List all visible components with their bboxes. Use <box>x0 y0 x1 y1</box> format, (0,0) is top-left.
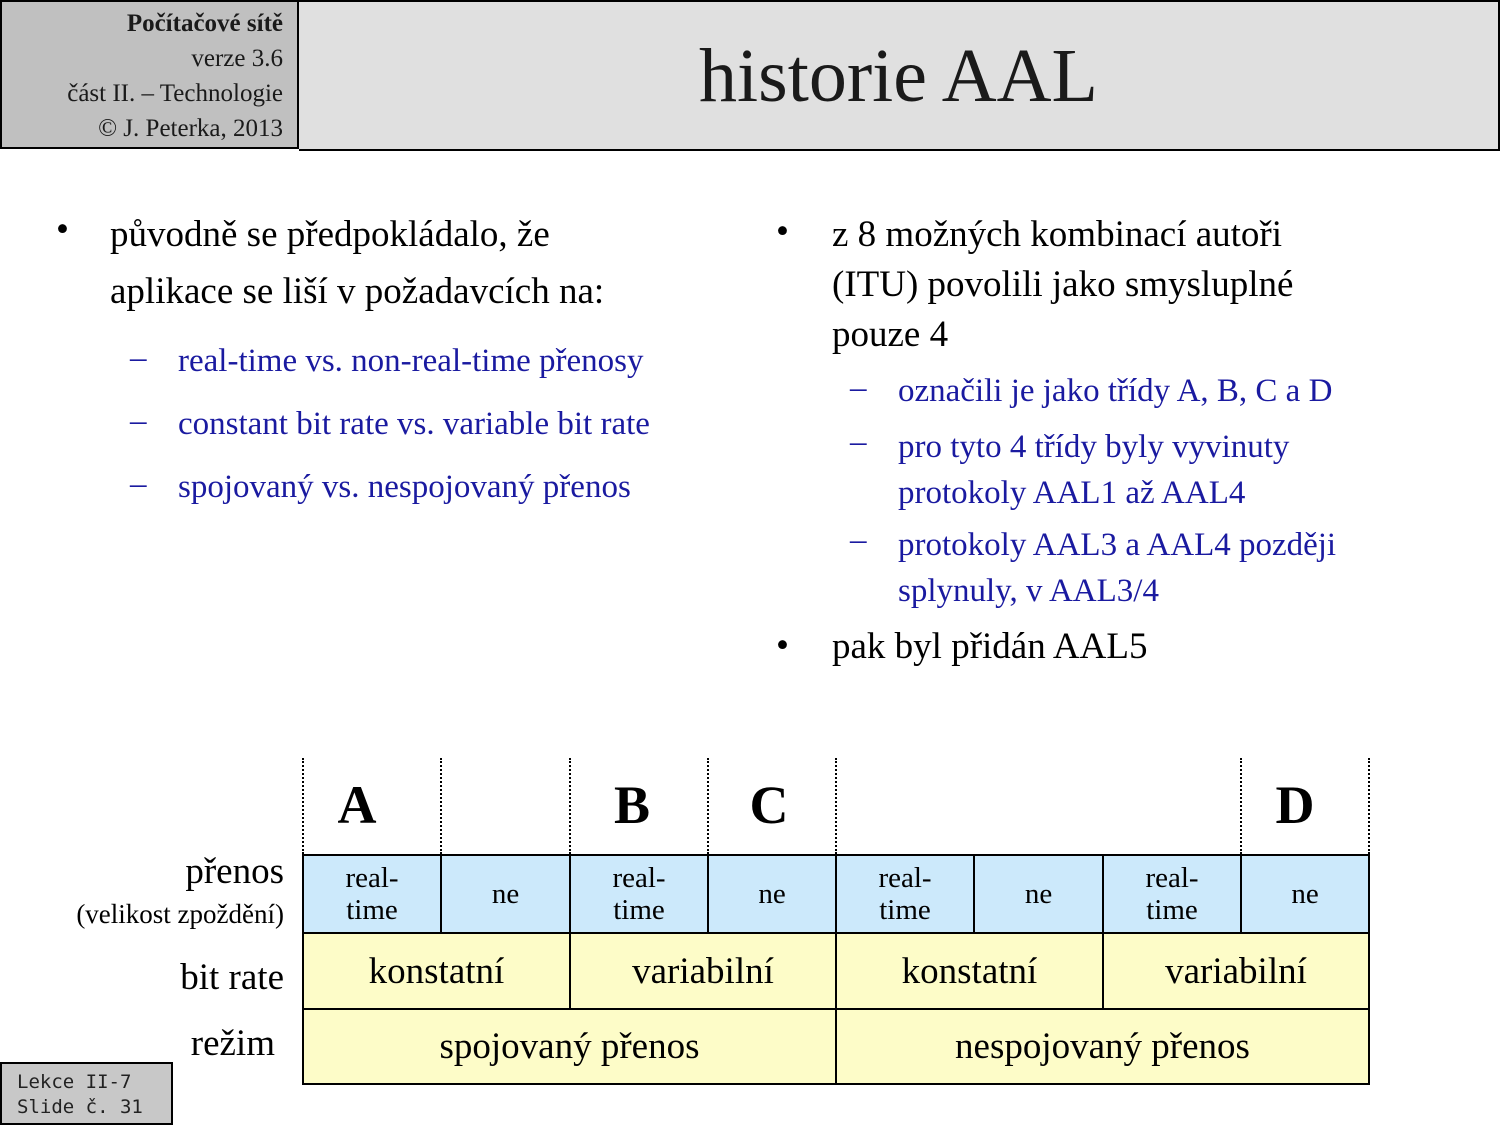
class-label-b: B <box>613 775 651 835</box>
bitrate-cell: konstatní <box>835 932 1104 1010</box>
bullet-marker: • <box>776 211 789 252</box>
slide-footer <box>0 1062 173 1125</box>
dash-marker: – <box>850 370 867 406</box>
row-label-transfer: přenos <box>185 851 284 892</box>
row-label-mode: režim <box>190 1023 275 1064</box>
class-label-c: C <box>749 775 789 835</box>
right-subitem-line: splynuly, v AAL3/4 <box>898 573 1159 609</box>
left-bullet-line: původně se předpokládalo, že <box>110 214 550 255</box>
right-subitem-line: protokoly AAL1 až AAL4 <box>898 475 1246 511</box>
left-subitem: real-time vs. non-real-time přenosy <box>178 343 644 379</box>
right-subitem-line: protokoly AAL3 a AAL4 později <box>898 527 1337 563</box>
mode-cell: spojovaný přenos <box>302 1008 837 1085</box>
bitrate-cell: variabilní <box>569 932 837 1010</box>
column-divider <box>440 758 442 854</box>
transfer-cell: real- time <box>569 854 709 934</box>
right-subitem <box>898 370 1332 412</box>
right-bullet-line: (ITU) povolili jako smysluplné <box>832 264 1294 305</box>
dash-marker: – <box>850 522 867 558</box>
right-bullet-line: pouze 4 <box>832 314 949 355</box>
right-bullet <box>832 210 1293 360</box>
slide-title: historie AAL <box>699 34 1098 118</box>
dash-marker: – <box>130 466 147 502</box>
mode-cell: nespojovaný přenos <box>835 1008 1370 1085</box>
left-bullet-line: aplikace se liší v požadavcích na: <box>110 271 605 312</box>
copyright-label: © J. Peterka, 2013 <box>98 115 283 142</box>
transfer-cell: ne <box>707 854 837 934</box>
course-info-box <box>0 0 299 149</box>
course-name: Počítačové sítě <box>126 10 283 37</box>
right-subitem-line: pro tyto 4 třídy byly vyvinuty <box>898 429 1290 465</box>
lesson-label: Lekce II-7 <box>17 1071 132 1093</box>
left-subitem: spojovaný vs. nespojovaný přenos <box>178 469 631 505</box>
right-subitem <box>898 522 1336 614</box>
transfer-cell: real- time <box>302 854 442 934</box>
slide-number-label: Slide č. 31 <box>17 1096 143 1118</box>
class-label-d: D <box>1275 775 1315 835</box>
transfer-cell: ne <box>1240 854 1370 934</box>
transfer-cell: real- time <box>835 854 975 934</box>
right-bullet-2: pak byl přidán AAL5 <box>832 626 1148 667</box>
right-subitem-line: označili je jako třídy A, B, C a D <box>898 373 1333 409</box>
bitrate-cell: variabilní <box>1102 932 1370 1010</box>
dash-marker: – <box>850 424 867 460</box>
right-subitem <box>898 424 1289 516</box>
right-bullet-line: z 8 možných kombinací autoři <box>832 214 1283 255</box>
row-label-transfer-sub: (velikost zpoždění) <box>76 899 284 929</box>
row-label-bitrate: bit rate <box>180 957 284 998</box>
bullet-marker: • <box>776 625 789 666</box>
bitrate-cell: konstatní <box>302 932 571 1010</box>
transfer-cell: ne <box>440 854 571 934</box>
column-divider <box>569 758 571 854</box>
class-label-a: A <box>337 775 377 835</box>
title-box <box>299 0 1500 151</box>
part-label: část II. – Technologie <box>67 80 283 107</box>
column-divider <box>1368 758 1370 854</box>
transfer-cell: ne <box>973 854 1104 934</box>
dash-marker: – <box>130 403 147 439</box>
left-bullet <box>110 206 730 320</box>
transfer-cell: real- time <box>1102 854 1242 934</box>
bullet-marker: • <box>56 209 69 250</box>
version-label: verze 3.6 <box>191 45 283 72</box>
left-subitem: constant bit rate vs. variable bit rate <box>178 406 650 442</box>
column-divider <box>835 758 837 854</box>
dash-marker: – <box>130 340 147 376</box>
